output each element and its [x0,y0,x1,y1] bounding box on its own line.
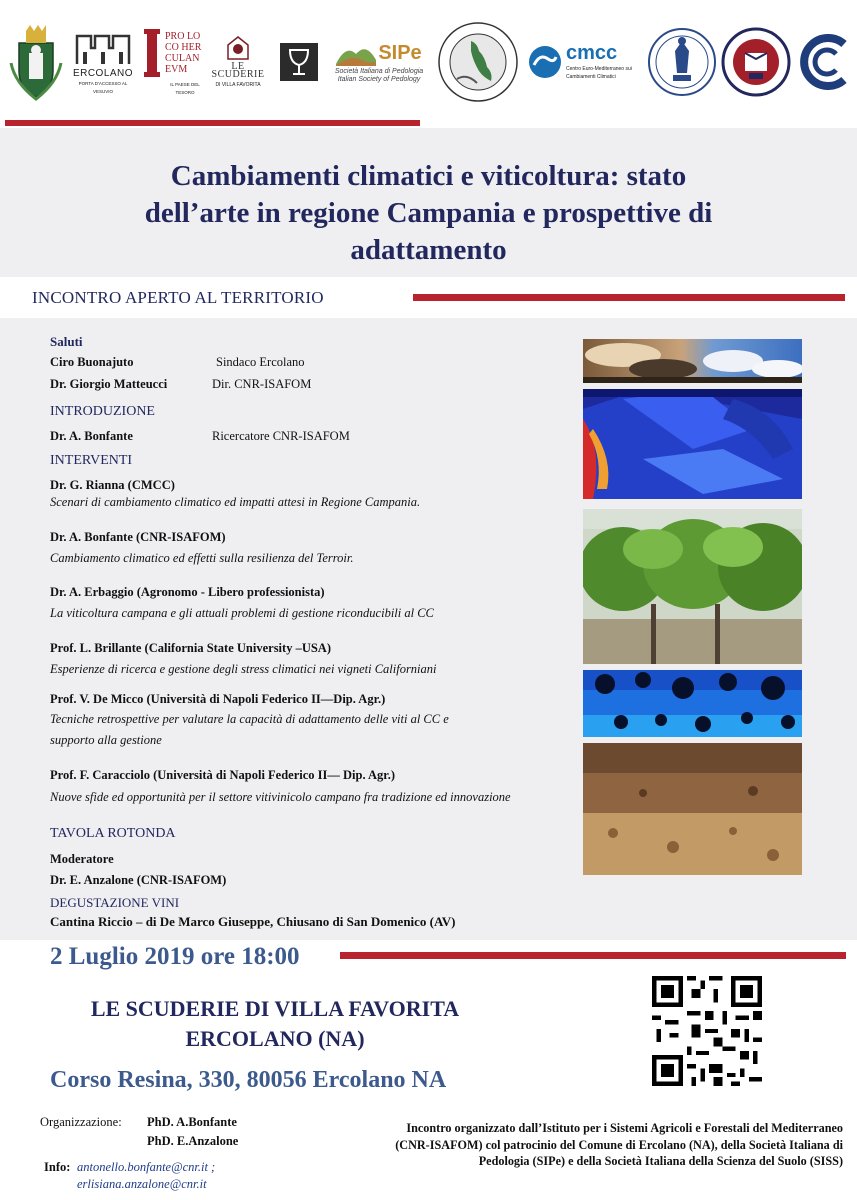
cmcc-logo [526,20,642,104]
csu-fresno-seal-icon [720,20,792,104]
organizzazione-label: Organizzazione: [40,1115,122,1129]
sipe-sub: Società Italiana di Pedologia [334,68,424,75]
event-date: 2 Luglio 2019 ore 18:00 [50,943,300,970]
talk-speaker: Prof. L. Brillante (California State University –USA) [50,641,331,655]
talk-topic: Scenari di cambiamento climatico ed impatti attesi in Regione Campania. [50,495,421,509]
credit-line: Incontro organizzato dall’Istituto per i Sistemi Agricoli e Forestali del Mediterraneo [406,1121,843,1135]
contact-email-link[interactable]: antonello.bonfante@cnr.it ; [77,1160,216,1174]
siss-logo [436,20,520,104]
wine-glass-icon [279,20,319,104]
ercolano-crest-icon [8,20,64,104]
talk-topic: Nuove sfide ed opportunità per il settore vitivinicolo campano fra tradizione ed innovazione [50,790,511,804]
saluti-row [50,355,305,370]
qr-code[interactable] [652,976,762,1086]
le-scuderie-label: LE SCUDERIE [211,61,265,80]
le-scuderie-logo [208,20,268,104]
pro-loco-label: PRO LOCO HERCULANEVM [165,31,202,75]
degustazione-text: Cantina Riccio – di De Marco Giuseppe, Chiusano di San Domenico (AV) [50,914,456,929]
horse-crest-icon [224,35,252,61]
saluti-name: Ciro Buonajuto [50,355,134,369]
saluti-row [50,377,312,392]
event-address: Corso Resina, 330, 80056 Ercolano NA [50,1067,447,1093]
ercolano-logo-label: ERCOLANO [72,68,134,79]
introduzione-name: Dr. A. Bonfante [50,429,133,443]
venue-line-2: ERCOLANO (NA) [185,1026,365,1051]
tavola-heading: TAVOLA ROTONDA [50,826,176,841]
date-bar [340,952,846,959]
cmcc-label: cmcc [566,42,618,64]
introduzione-heading: INTRODUZIONE [50,404,155,419]
sponsor-logo-strip [0,0,857,118]
event-venue [40,994,510,1054]
credit-line: Pedologia (SIPe) e della Società Italiana della Scienza del Suolo (SISS) [478,1154,843,1168]
sipe-label: SIPe [378,41,422,64]
saluti-role: Sindaco Ercolano [216,355,305,369]
organizer-name: PhD. A.Bonfante [147,1115,237,1129]
satellite-map-photo [583,389,802,499]
soil-profile-photo [583,743,802,875]
event-title [40,158,817,269]
storm-clouds-photo [583,339,802,383]
organizer-credit [318,1120,843,1170]
cnr-logo [796,20,856,104]
top-accent-bar [5,120,420,126]
talk-speaker: Dr. A. Bonfante (CNR-ISAFOM) [50,530,226,544]
credit-line: (CNR-ISAFOM) col patrocinio del Comune di Ercolano (NA), della Società Italiana di [395,1137,843,1152]
contact-email-link[interactable]: erlisiana.anzalone@cnr.it [77,1177,207,1191]
wave-icon [528,45,562,79]
introduzione-row [50,429,350,444]
cmcc-sub: Centro Euro-Mediterraneo sui Cambiamenti Climatici [566,66,632,80]
talk-topic: Tecniche retrospettive per valutare la capacità di adattamento delle viti al CC e [50,712,449,726]
ercolano-logo-sub: PORTA D'ACCESSO AL VESUVIO [78,81,128,94]
ercolano-logo [70,20,136,104]
talk-speaker: Dr. G. Rianna (CMCC) [50,478,175,492]
saluti-name: Dr. Giorgio Matteucci [50,377,168,391]
incontro-heading: INCONTRO APERTO AL TERRITORIO [32,288,324,307]
title-line-2: dell’arte in regione Campania e prospettive di [144,197,713,229]
interventi-heading: INTERVENTI [50,453,133,468]
talk-speaker: Prof. F. Caracciolo (Università di Napoli Federico II— Dip. Agr.) [50,768,395,782]
moderatore-name: Dr. E. Anzalone (CNR-ISAFOM) [50,873,227,887]
talk-speaker: Prof. V. De Micco (Università di Napoli Federico II—Dip. Agr.) [50,692,386,706]
sipe-logo [326,20,432,104]
talk-topic-cont: supporto alla gestione [50,733,162,747]
pro-loco-sub: IL PAESE DEL TESORO [170,82,200,95]
talk-topic: La viticoltura campana e gli attuali problemi di gestione riconducibili al CC [50,606,434,620]
title-line-3: adattamento [350,234,507,266]
unina-seal-icon [646,20,718,104]
le-scuderie-sub: DI VILLA FAVORITA [215,82,261,88]
title-line-1: Cambiamenti climatici e viticoltura: stato [170,160,687,192]
talk-topic: Cambiamento climatico ed effetti sulla resilienza del Terroir. [50,551,354,565]
talk-speaker: Dr. A. Erbaggio (Agronomo - Libero professionista) [50,585,325,599]
hills-icon [336,40,376,66]
vineyard-photo [583,509,802,664]
column-icon [142,27,162,79]
organizer-name: PhD. E.Anzalone [147,1134,239,1148]
wood-microscopy-photo [583,670,802,737]
moderatore-label: Moderatore [50,852,114,866]
sipe-sub-en: Italian Society of Pedology [337,76,421,83]
saluti-role: Dir. CNR-ISAFOM [212,377,312,391]
talk-topic: Esperienze di ricerca e gestione degli stress climatici nei vigneti Californiani [50,662,437,676]
introduzione-role: Ricercatore CNR-ISAFOM [212,429,350,443]
info-label: Info: [44,1160,71,1174]
saluti-heading: Saluti [50,334,83,349]
venue-line-1: LE SCUDERIE DI VILLA FAVORITA [90,996,460,1021]
pro-loco-logo [142,20,206,104]
incontro-bar [413,294,845,301]
degustazione-heading: DEGUSTAZIONE VINI [50,895,180,910]
